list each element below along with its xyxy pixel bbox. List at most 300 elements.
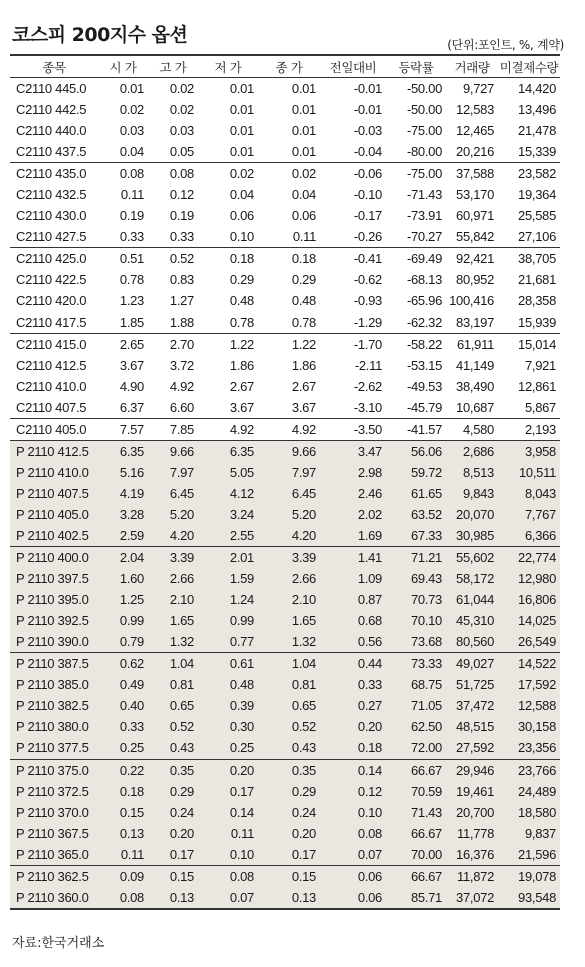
cell-open: 3.28 [98,504,148,525]
cell-name: C2110 437.5 [16,144,87,160]
table-row [10,269,560,290]
cell-high: 0.52 [148,716,198,737]
cell-volume: 92,421 [446,248,498,270]
cell-high: 7.97 [148,462,198,483]
table-row [10,226,560,248]
cell-change-rate: 67.33 [386,525,446,547]
table-row [10,589,560,610]
cell-volume: 100,416 [449,293,494,309]
cell-open: 0.08 [98,887,148,909]
cell-high: 0.20 [148,823,198,844]
cell-change-rate: 68.75 [386,674,446,695]
cell-high: 0.52 [148,248,198,270]
cell-open: 2.04 [98,547,148,569]
cell-open: 6.35 [98,440,148,462]
cell-volume: 48,515 [446,716,498,737]
cell-close: 0.35 [258,759,320,781]
cell-name: P 2110 370.0 [10,802,98,823]
cell-low: 1.22 [198,333,258,355]
cell-low: 2.01 [198,547,258,569]
header-change-rate: 등락률 [386,57,446,78]
cell-open-interest: 14,522 [498,653,560,675]
cell-open-interest: 25,585 [518,208,556,224]
cell-volume: 16,376 [446,844,498,866]
cell-open-interest: 8,043 [498,483,560,504]
cell-volume: 9,727 [462,81,494,97]
cell-volume: 61,044 [446,589,498,610]
cell-open-interest: 2,193 [498,418,560,440]
cell-change: -0.26 [353,229,382,245]
table-row [10,695,560,716]
cell-volume: 12,465 [456,123,494,139]
cell-low: 0.20 [198,759,258,781]
cell-close: 2.67 [291,378,316,394]
table-row [10,483,560,504]
cell-low: 0.06 [229,208,254,224]
cell-change-rate: 71.43 [386,802,446,823]
cell-change: 0.10 [320,802,386,823]
cell-high: 1.04 [148,653,198,675]
cell-low: 0.30 [198,716,258,737]
cell-change: -0.10 [353,187,382,203]
cell-open-interest: 6,366 [498,525,560,547]
table-title: 코스피 200지수 옵션 [12,24,188,46]
cell-open: 1.85 [119,314,144,330]
cell-open: 6.37 [119,399,144,415]
cell-high: 2.10 [148,589,198,610]
cell-close: 0.01 [291,123,316,139]
cell-close: 3.67 [291,399,316,415]
cell-low: 0.10 [198,844,258,866]
cell-change-rate: 70.00 [386,844,446,866]
cell-change: -3.50 [320,418,386,440]
table-row [10,120,560,141]
cell-low: 1.86 [229,357,254,373]
cell-open-interest: 3,958 [498,440,560,462]
cell-close: 0.02 [258,163,320,185]
cell-close: 1.04 [258,653,320,675]
cell-change: -1.29 [353,314,382,330]
cell-high: 0.29 [148,781,198,802]
cell-change-rate: 71.21 [386,547,446,569]
cell-low: 0.61 [198,653,258,675]
cell-change-rate: -65.96 [406,293,442,309]
cell-change-rate: 66.67 [386,759,446,781]
cell-volume: 12,583 [456,102,494,118]
table-row [10,440,560,462]
cell-change: -0.03 [353,123,382,139]
cell-name: P 2110 372.5 [10,781,98,802]
cell-volume: 80,952 [456,272,494,288]
cell-high: 0.19 [169,208,194,224]
cell-change: 0.20 [320,716,386,737]
cell-open: 0.02 [119,102,144,118]
cell-open-interest: 12,861 [518,378,556,394]
cell-change-rate: 61.65 [386,483,446,504]
cell-change-rate: -50.00 [406,102,442,118]
cell-open: 1.60 [98,568,148,589]
cell-change-rate: 56.06 [386,440,446,462]
cell-low: 0.29 [229,272,254,288]
cell-name: P 2110 380.0 [10,716,98,737]
cell-open: 0.01 [119,81,144,97]
cell-open: 0.33 [119,229,144,245]
table-row [10,674,560,695]
cell-close: 7.97 [258,462,320,483]
cell-low: 3.67 [229,399,254,415]
cell-open-interest: 30,158 [498,716,560,737]
cell-change: 2.46 [320,483,386,504]
cell-open: 0.22 [98,759,148,781]
cell-low: 0.08 [198,865,258,887]
table-row [10,759,560,781]
cell-change: -0.01 [353,102,382,118]
cell-open-interest: 23,582 [498,163,560,185]
table-row [10,184,560,205]
cell-low: 0.77 [198,631,258,653]
cell-close: 0.06 [291,208,316,224]
cell-open-interest: 9,837 [498,823,560,844]
cell-name: C2110 430.0 [16,208,87,224]
cell-open-interest: 15,939 [518,314,556,330]
cell-volume: 41,149 [456,357,494,373]
cell-change: 0.06 [320,865,386,887]
cell-volume: 9,843 [446,483,498,504]
cell-close: 0.81 [258,674,320,695]
cell-change-rate: -49.53 [406,378,442,394]
table-row [10,312,560,334]
cell-high: 9.66 [148,440,198,462]
cell-change: 0.68 [320,610,386,631]
cell-open-interest: 12,588 [498,695,560,716]
cell-change: -0.62 [353,272,382,288]
cell-high: 3.72 [169,357,194,373]
cell-volume: 2,686 [446,440,498,462]
cell-change-rate: -70.27 [406,229,442,245]
table-body [10,78,560,909]
table-row [10,163,560,185]
cell-change-rate: -58.22 [386,333,446,355]
cell-open: 0.03 [119,123,144,139]
table-row [10,141,560,163]
cell-close: 2.66 [258,568,320,589]
cell-high: 4.92 [169,378,194,394]
table-row [10,716,560,737]
cell-high: 0.03 [169,123,194,139]
cell-name: P 2110 405.0 [10,504,98,525]
header-open: 시 가 [98,57,148,78]
cell-volume: 30,985 [446,525,498,547]
cell-volume: 4,580 [446,418,498,440]
cell-high: 2.70 [148,333,198,355]
cell-high: 0.13 [148,887,198,909]
cell-change-rate: 72.00 [386,737,446,759]
cell-volume: 55,842 [456,229,494,245]
cell-low: 5.05 [198,462,258,483]
cell-low: 2.67 [229,378,254,394]
cell-close: 1.32 [258,631,320,653]
header-high: 고 가 [148,57,198,78]
cell-high: 0.35 [148,759,198,781]
cell-change: 0.56 [320,631,386,653]
cell-close: 0.15 [258,865,320,887]
cell-open-interest: 27,106 [518,229,556,245]
cell-open-interest: 15,339 [518,144,556,160]
cell-open: 0.33 [98,716,148,737]
table-row [10,504,560,525]
table-row [10,355,560,376]
cell-open: 2.59 [98,525,148,547]
cell-high: 0.08 [148,163,198,185]
cell-volume: 58,172 [446,568,498,589]
header-change: 전일대비 [320,57,386,78]
cell-close: 0.01 [291,144,316,160]
cell-low: 0.48 [198,674,258,695]
cell-open-interest: 21,596 [498,844,560,866]
cell-change: 0.07 [320,844,386,866]
cell-volume: 20,216 [456,144,494,160]
cell-change-rate: -71.43 [406,187,442,203]
cell-close: 1.86 [291,357,316,373]
cell-volume: 51,725 [446,674,498,695]
cell-open: 0.15 [98,802,148,823]
table-row [10,653,560,675]
cell-high: 0.81 [148,674,198,695]
cell-name: C2110 427.5 [16,229,87,245]
cell-change-rate: 71.05 [386,695,446,716]
cell-open-interest: 19,364 [518,187,556,203]
cell-volume: 11,872 [446,865,498,887]
table-row [10,865,560,887]
cell-high: 0.02 [169,81,194,97]
header-row [10,57,560,78]
cell-open: 0.19 [119,208,144,224]
cell-change: 0.44 [320,653,386,675]
cell-volume: 61,911 [446,333,498,355]
cell-name: C2110 445.0 [16,81,87,97]
cell-open: 0.99 [98,610,148,631]
cell-close: 1.65 [258,610,320,631]
cell-open: 4.19 [98,483,148,504]
cell-low: 3.24 [198,504,258,525]
table-row [10,802,560,823]
table-row [10,631,560,653]
top-rule [10,54,560,56]
cell-change: 2.98 [320,462,386,483]
cell-name: P 2110 385.0 [10,674,98,695]
cell-close: 0.24 [258,802,320,823]
cell-change-rate: 73.33 [386,653,446,675]
table-row [10,844,560,866]
cell-open: 0.25 [98,737,148,759]
cell-change-rate: -75.00 [406,123,442,139]
cell-open: 0.08 [98,163,148,185]
cell-open: 4.90 [119,378,144,394]
cell-low: 0.39 [198,695,258,716]
cell-change: -2.11 [354,357,382,373]
source-note: 자료:한국거래소 [12,936,105,951]
cell-high: 0.17 [148,844,198,866]
cell-change-rate: -68.13 [406,272,442,288]
table-row [10,547,560,569]
cell-close: 0.01 [291,81,316,97]
cell-change: -0.17 [353,208,382,224]
cell-change-rate: 70.59 [386,781,446,802]
cell-name: C2110 432.5 [16,187,87,203]
cell-name: C2110 422.5 [16,272,87,288]
cell-change: 0.87 [320,589,386,610]
cell-change-rate: 69.43 [386,568,446,589]
cell-open-interest: 22,774 [498,547,560,569]
cell-volume: 8,513 [446,462,498,483]
cell-high: 0.65 [148,695,198,716]
table-row [10,887,560,909]
cell-name: P 2110 410.0 [10,462,98,483]
cell-close: 9.66 [258,440,320,462]
cell-change: 1.69 [320,525,386,547]
table-row [10,205,560,226]
cell-close: 0.11 [292,229,316,245]
header-close: 종 가 [258,57,320,78]
table-row [10,462,560,483]
cell-change: 0.06 [320,887,386,909]
cell-change: 1.09 [320,568,386,589]
table-row [10,248,560,270]
table-row [10,99,560,120]
cell-name: C2110 417.5 [16,314,87,330]
cell-volume: 60,971 [456,208,494,224]
cell-change-rate: -69.49 [386,248,446,270]
cell-close: 4.92 [258,418,320,440]
cell-close: 0.52 [258,716,320,737]
cell-open: 0.51 [98,248,148,270]
cell-close: 0.04 [291,187,316,203]
cell-open-interest: 38,705 [498,248,560,270]
cell-volume: 27,592 [446,737,498,759]
cell-high: 0.24 [148,802,198,823]
cell-close: 5.20 [258,504,320,525]
cell-open: 0.49 [98,674,148,695]
cell-close: 1.22 [258,333,320,355]
cell-change: -2.62 [353,378,382,394]
cell-low: 0.01 [229,102,254,118]
cell-change-rate: 70.10 [386,610,446,631]
cell-change: 0.27 [320,695,386,716]
cell-change-rate: -75.00 [386,163,446,185]
cell-change-rate: -62.32 [406,314,442,330]
header-volume: 거래량 [446,57,498,78]
cell-volume: 37,588 [446,163,498,185]
cell-close: 3.39 [258,547,320,569]
cell-low: 4.12 [198,483,258,504]
cell-change-rate: 73.68 [386,631,446,653]
cell-volume: 10,687 [456,399,494,415]
cell-name: P 2110 375.0 [10,759,98,781]
cell-volume: 53,170 [456,187,494,203]
cell-close: 0.01 [291,102,316,118]
table-row [10,418,560,440]
cell-open: 0.79 [98,631,148,653]
cell-open-interest: 7,767 [498,504,560,525]
cell-change-rate: 85.71 [386,887,446,909]
cell-name: C2110 405.0 [10,418,98,440]
cell-close: 6.45 [258,483,320,504]
cell-change: -1.70 [320,333,386,355]
cell-high: 2.66 [148,568,198,589]
table-row [10,525,560,547]
cell-open: 0.18 [98,781,148,802]
table-row [10,781,560,802]
table-row [10,568,560,589]
cell-low: 0.11 [198,823,258,844]
cell-close: 0.29 [291,272,316,288]
cell-open: 0.40 [98,695,148,716]
cell-low: 0.04 [229,187,254,203]
cell-change-rate: -45.79 [406,399,442,415]
cell-change: -0.93 [353,293,382,309]
header-low: 저 가 [198,57,258,78]
cell-high: 0.15 [148,865,198,887]
cell-high: 4.20 [148,525,198,547]
cell-high: 6.45 [148,483,198,504]
cell-name: C2110 435.0 [10,163,98,185]
cell-low: 0.02 [198,163,258,185]
cell-name: C2110 425.0 [10,248,98,270]
unit-note: (단위:포인트, %, 계약) [447,38,564,52]
cell-volume: 11,778 [446,823,498,844]
cell-open: 0.62 [98,653,148,675]
cell-change-rate: 66.67 [386,823,446,844]
cell-change-rate: -80.00 [406,144,442,160]
cell-change: 3.47 [320,440,386,462]
cell-name: P 2110 362.5 [10,865,98,887]
cell-close: 4.20 [258,525,320,547]
cell-open-interest: 14,025 [498,610,560,631]
cell-name: C2110 410.0 [16,378,87,394]
cell-close: 0.43 [258,737,320,759]
cell-low: 0.10 [229,229,254,245]
cell-high: 0.43 [148,737,198,759]
cell-high: 3.39 [148,547,198,569]
cell-low: 0.17 [198,781,258,802]
cell-change: 0.33 [320,674,386,695]
cell-change-rate: -73.91 [406,208,442,224]
cell-name: P 2110 395.0 [10,589,98,610]
cell-name: P 2110 412.5 [10,440,98,462]
cell-high: 0.33 [169,229,194,245]
cell-open: 0.78 [119,272,144,288]
cell-name: C2110 442.5 [16,102,87,118]
cell-open-interest: 28,358 [518,293,556,309]
cell-close: 0.20 [258,823,320,844]
cell-name: P 2110 367.5 [10,823,98,844]
cell-name: C2110 440.0 [16,123,87,139]
cell-close: 2.10 [258,589,320,610]
cell-close: 0.13 [258,887,320,909]
cell-high: 0.02 [169,102,194,118]
cell-low: 0.48 [229,293,254,309]
cell-open-interest: 23,356 [498,737,560,759]
cell-change: -0.04 [353,144,382,160]
cell-name: P 2110 397.5 [10,568,98,589]
cell-name: C2110 407.5 [16,399,87,415]
cell-high: 5.20 [148,504,198,525]
cell-high: 1.27 [169,293,194,309]
cell-open-interest: 23,766 [498,759,560,781]
cell-low: 0.25 [198,737,258,759]
cell-open-interest: 21,478 [518,123,556,139]
cell-name: P 2110 365.0 [10,844,98,866]
